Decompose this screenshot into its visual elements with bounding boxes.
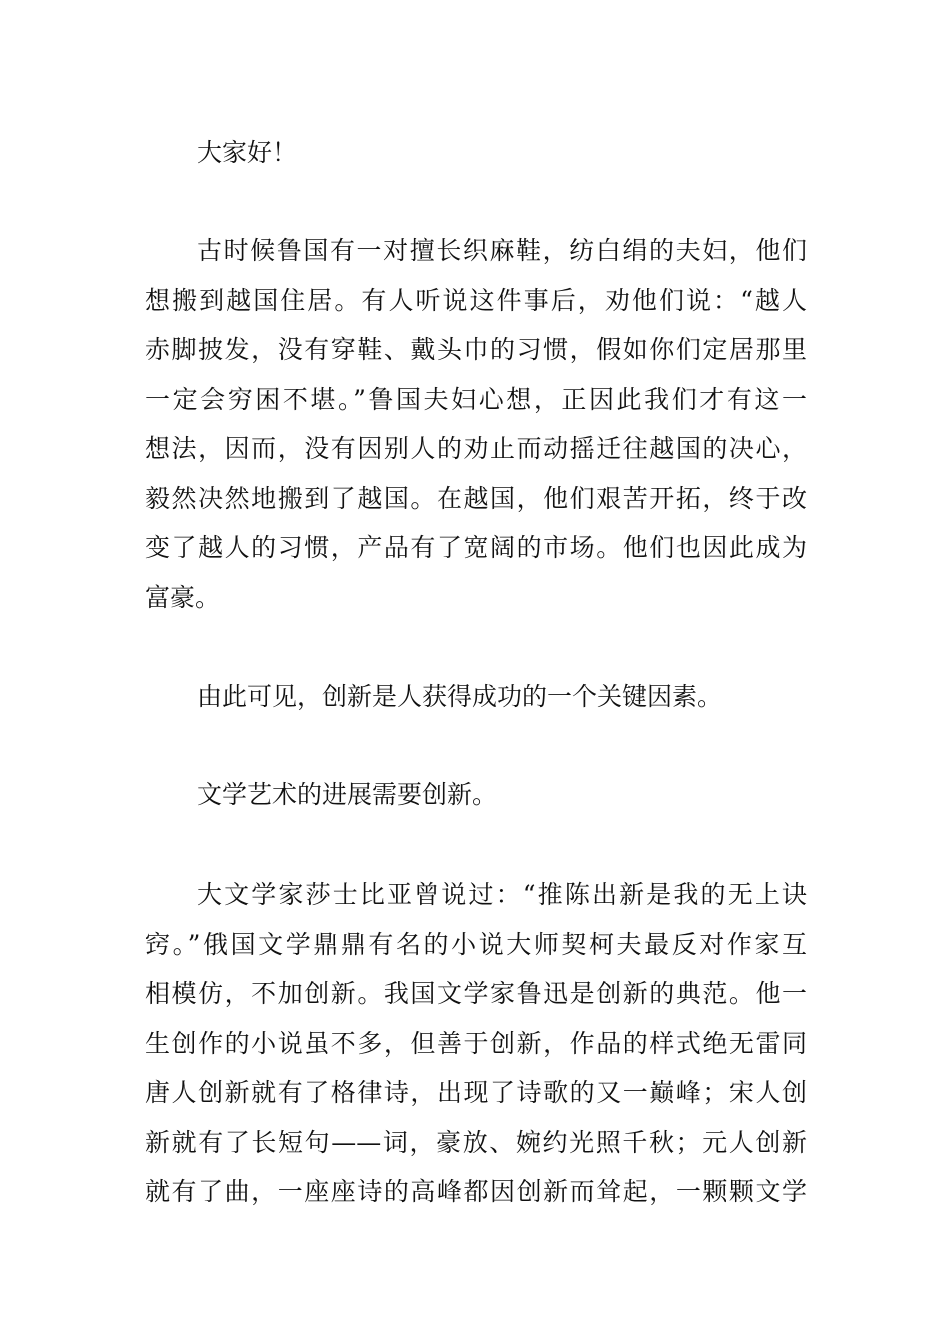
text-line: 就有了曲，一座座诗的高峰都因创新而耸起，一颗颗文学 <box>145 1177 807 1206</box>
text-line: 毅然决然地搬到了越国。在越国，他们艰苦开拓，终于改 <box>145 483 807 513</box>
text-line: 赤脚披发，没有穿鞋、戴头巾的习惯，假如你们定居那里 <box>145 335 807 364</box>
text-line: 新就有了长短句——词，豪放、婉约光照千秋；元人创新 <box>145 1127 807 1157</box>
text-line: 文学艺术的进展需要创新。 <box>197 780 498 809</box>
text-line: 生创作的小说虽不多，但善于创新，作品的样式绝无雷同 <box>145 1028 807 1058</box>
text-line: 大文学家莎士比亚曾说过：“推陈出新是我的无上诀 <box>197 880 807 909</box>
text-line: 相模仿，不加创新。我国文学家鲁迅是创新的典范。他一 <box>145 979 807 1008</box>
paragraph-literature-topic <box>145 770 807 820</box>
paragraph-greeting <box>145 128 807 178</box>
paragraph-literature-examples <box>145 870 807 1217</box>
text-line: 由此可见，创新是人获得成功的一个关键因素。 <box>197 682 723 711</box>
text-line: 想搬到越国住居。有人听说这件事后，劝他们说：“越人 <box>145 285 807 315</box>
text-line: 富豪。 <box>145 582 221 612</box>
paragraph-story <box>145 226 807 622</box>
text-line: 想法，因而，没有因别人的劝止而动摇迁往越国的决心， <box>145 434 807 463</box>
text-line: 窍。”俄国文学鼎鼎有名的小说大师契柯夫最反对作家互 <box>145 929 807 959</box>
text-line: 古时候鲁国有一对擅长织麻鞋，纺白绢的夫妇，他们 <box>197 236 807 265</box>
text-line: 变了越人的习惯，产品有了宽阔的市场。他们也因此成为 <box>145 533 807 562</box>
text-line: 一定会穷困不堪。”鲁国夫妇心想，正因此我们才有这一 <box>145 384 807 414</box>
text-line: 唐人创新就有了格律诗，出现了诗歌的又一巅峰；宋人创 <box>145 1078 807 1107</box>
paragraph-conclusion <box>145 672 807 722</box>
text-line: 大家好！ <box>197 138 298 167</box>
